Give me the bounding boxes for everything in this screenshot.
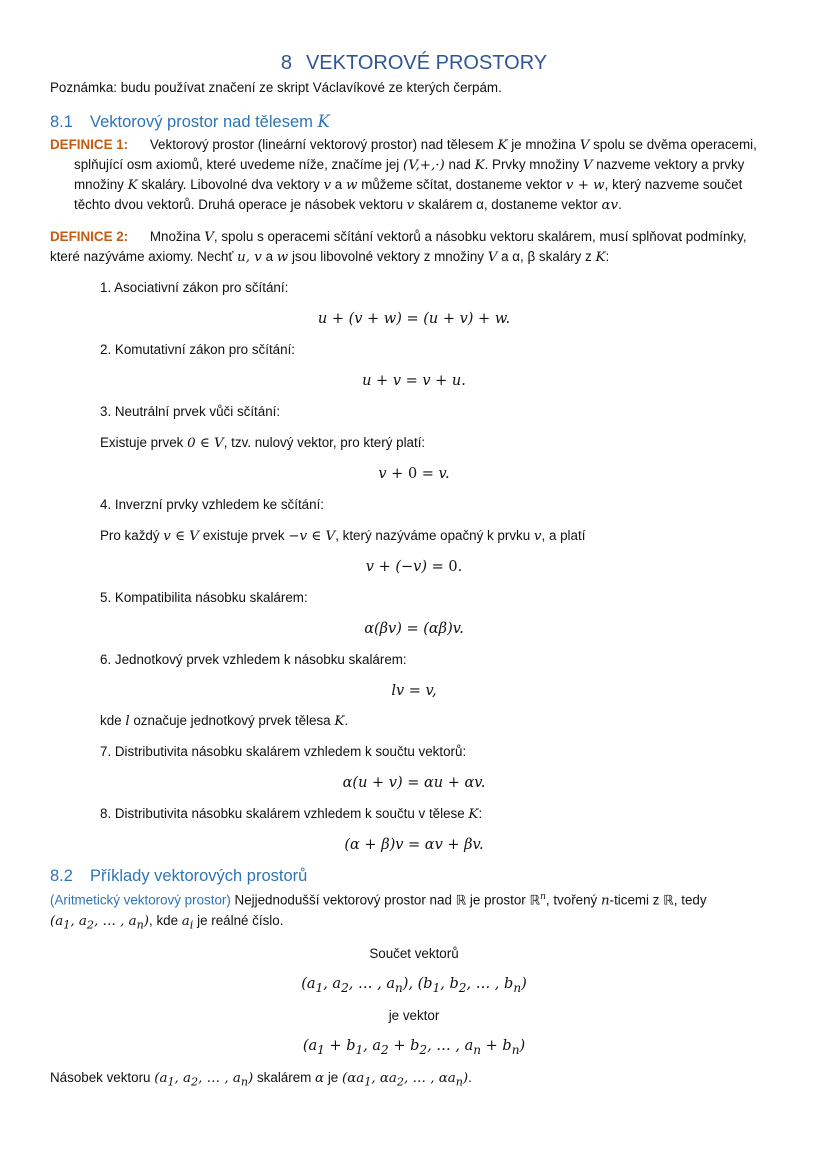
example-label: (Aritmetický vektorový prostor) — [50, 892, 231, 908]
equation-vector-sum: ($a_1 + b_1$, $a_2 + b_2$, … , $a_n + b_n$) — [302, 1038, 526, 1057]
axiom-3-label: 3. Neutrální prvek vůči sčítání: — [100, 404, 281, 419]
example-line-2: ($a_1$, $a_2$, … , $a_n$), kde $a_i$ je reálné číslo. — [50, 913, 284, 932]
axiom-6-label: 6. Jednotkový prvek vzhledem k násobku skalárem: — [100, 652, 407, 667]
axiom-2-label: 2. Komutativní zákon pro sčítání: — [100, 342, 296, 357]
equation-neutral-element: v + 0 = v. — [378, 466, 450, 482]
definition-1-label: DEFINICE 1: — [50, 137, 129, 152]
definition-1-line-3: množiny K skaláry. Libovolné dva vektory v a w můžeme sčítat, dostaneme vektor v + w, který nazveme součet — [74, 177, 743, 193]
axiom-5-label: 5. Kompatibilita násobku skalárem: — [100, 590, 308, 605]
chapter-title-text: VEKTOROVÉ PROSTORY — [305, 52, 548, 74]
definition-2-line-2: které nazýváme axiomy. Nechť u, v a w jsou libovolné vektory z množiny V a α, β skaláry z K: — [50, 249, 610, 265]
example-line-1: (Aritmetický vektorový prostor) Nejjednodušší vektorový prostor nad ℝ je prostor ℝ$^n$, tvořený n-ticemi z ℝ, tedy — [50, 892, 707, 909]
definition-1-line-2: splňující osm axiomů, které uvedeme níže, značíme jej (V,+,·) nad K. Prvky množiny V nazveme vektory a prvky — [74, 157, 745, 173]
scalar-multiple-line: Násobek vektoru ($a_1$, $a_2$, … , $a_n$) skalárem α je ($\alpha a_1$, $\alpha a_2$, … , $\alpha a_n$). — [50, 1070, 472, 1089]
definition-1-line-1: DEFINICE 1: Vektorový prostor (lineární vektorový prostor) nad tělesem K je množina V spolu se dvěma operacemi, — [50, 137, 757, 153]
definition-1-line-4: těchto dvou vektorů. Druhá operace je násobek vektoru v skalárem α, dostaneme vektor αv. — [74, 197, 622, 213]
is-vector-label: je vektor — [388, 1008, 440, 1023]
equation-inverse-element: v + (−v) = 0. — [365, 559, 463, 575]
equation-two-vectors: ($a_1$, $a_2$, … , $a_n$), ($b_1$, $b_2$, … , $b_n$) — [301, 976, 527, 995]
equation-distributivity-scalars: (α + β)v = αv + βv. — [344, 837, 484, 853]
axiom-4-text: Pro každý v ∈ V existuje prvek −v ∈ V, který nazýváme opačný k prvku v, a platí — [100, 528, 586, 544]
chapter-title — [0, 52, 828, 75]
equation-commutativity: u + v = v + u. — [362, 373, 466, 389]
axiom-4-label: 4. Inverzní prvky vzhledem ke sčítání: — [100, 497, 325, 512]
equation-distributivity-vectors: α(u + v) = αu + αv. — [342, 775, 486, 791]
definition-2-line-1: DEFINICE 2: Množina V, spolu s operacemi sčítání vektorů a násobku vektoru skalárem, musí splňovat podmínky, — [50, 229, 747, 245]
equation-scalar-compatibility: α(βv) = (αβ)v. — [364, 621, 464, 637]
chapter-number: 8 — [280, 52, 292, 74]
sum-of-vectors-label: Součet vektorů — [369, 946, 459, 961]
axiom-6-text: kde l označuje jednotkový prvek tělesa K. — [100, 713, 349, 729]
equation-associativity: u + (v + w) = (u + v) + w. — [317, 311, 511, 327]
section-heading-8-1: 8.1 Vektorový prostor nad tělesem K — [50, 112, 330, 131]
axiom-1-label: 1. Asociativní zákon pro sčítání: — [100, 280, 289, 295]
section-heading-8-2: 8.2 Příklady vektorových prostorů — [50, 867, 308, 885]
note-text: Poznámka: budu používat značení ze skript Václavíkové ze kterých čerpám. — [50, 80, 502, 95]
axiom-7-label: 7. Distributivita násobku skalárem vzhledem k součtu vektorů: — [100, 744, 467, 759]
axiom-3-text: Existuje prvek 0 ∈ V, tzv. nulový vektor, pro který platí: — [100, 435, 426, 451]
axiom-8-label: 8. Distributivita násobku skalárem vzhledem k součtu v tělese K: — [100, 806, 483, 822]
definition-2-label: DEFINICE 2: — [50, 229, 129, 244]
equation-identity-element: lv = v, — [391, 683, 437, 699]
